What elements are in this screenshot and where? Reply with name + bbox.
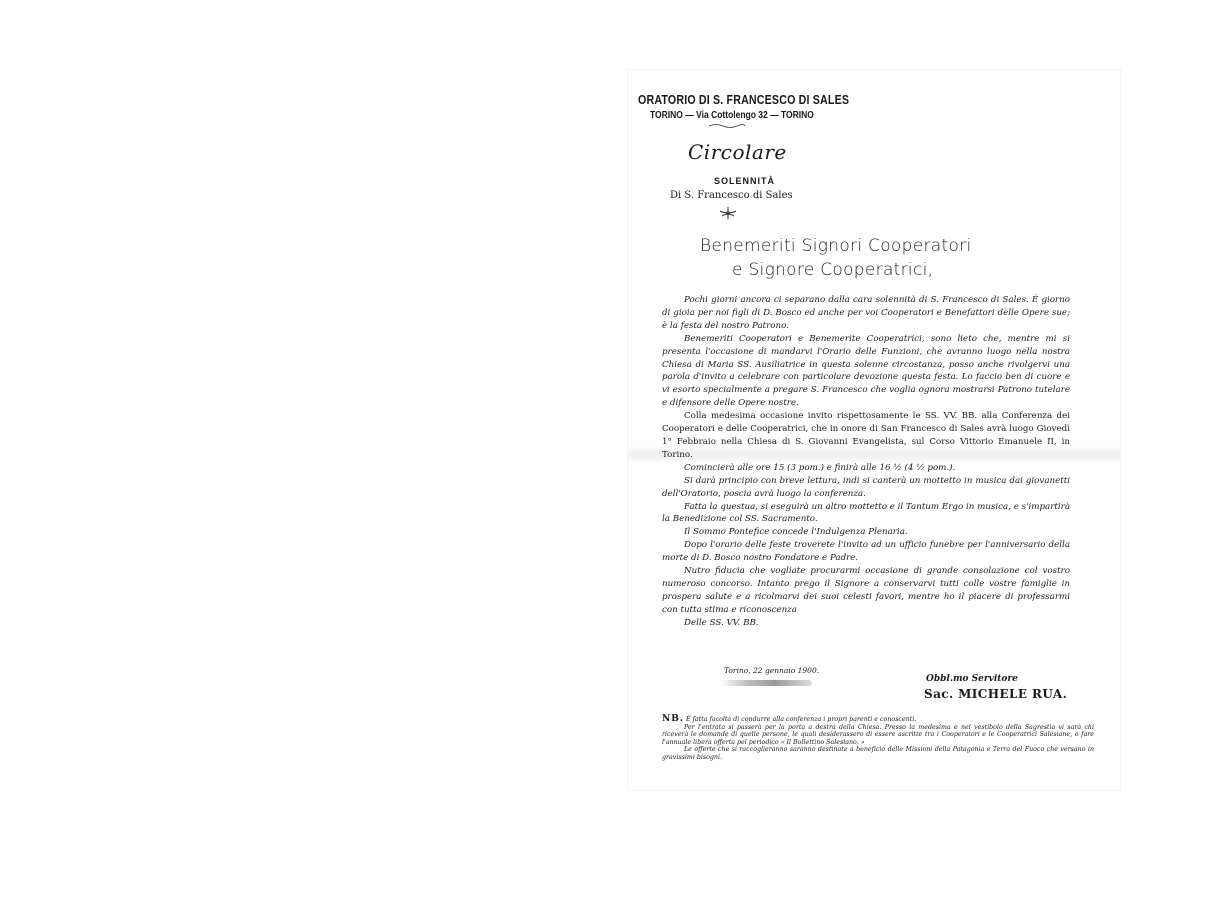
paragraph: Colla medesima occasione invito rispettosamente le SS. VV. BB. alla Conferenza dei Cooperatori e delle Cooperatrici, che in onore di San Francesco di Sales avrà luogo Giovedì 1° Febbraio nella Chiesa di S. Giovanni Evangelista, sul Corso Vittorio Emanuele II, in Torino.	[662, 411, 1070, 460]
institution-heading: ORATORIO DI S. FRANCESCO DI SALES	[638, 92, 850, 107]
paragraph: Si darà principio con breve lettura, indi si canterà un mottetto in musica dai giovanetti dell'Oratorio, poscia avrà luogo la conferenza.	[662, 475, 1070, 499]
salutation-line-1: Benemeriti Signori Cooperatori	[700, 236, 972, 256]
ink-smudge	[720, 680, 812, 686]
paragraph: Nutro fiducia che vogliate procurarmi occasione di grande consolazione col vostro numeroso concorso. Intanto prego il Signore a conservarvi tutti colle vostre famiglie in prospera salute e a ricolmarvi dei suoi celesti favori, mentre ho il piacere di professarmi con tutta stima e riconoscenza	[662, 566, 1070, 615]
paragraph: Fatta la questua, si eseguirà un altro mottetto e il Tantum Ergo in musica, e s'impartirà la Benedizione col SS. Sacramento.	[662, 501, 1070, 525]
occasion-subject: Di S. Francesco di Sales	[670, 190, 793, 201]
divider-ornament-icon	[708, 123, 746, 129]
nb-line: Per l'entrata si passerà per la porta a destra della Chiesa. Presso la medesima e nel vestibolo della Sagrestia vi sarà chi riceverà le domande di quelle persone, le quali desiderassero di essere ascritte tra i Cooperatori e le Cooperatrici Salesiane, o fare l'annuale libera offerta pel periodico « Il Bollettino Salesiano. »	[662, 723, 1094, 746]
nb-label: NB.	[662, 714, 684, 724]
letter-body	[662, 294, 1070, 630]
nb-line: Le offerte che si raccoglieranno saranno destinate a beneficio delle Missioni della Patagonia e Terra del Fuoco che versano in gravissimi bisogni.	[662, 746, 1094, 761]
paragraph: Dopo l'orario delle feste troverete l'invito ad un ufficio funebre per l'anniversario della morte di D. Bosco nostro Fondatore e Padre.	[662, 540, 1070, 564]
fleuron-ornament-icon	[714, 206, 742, 220]
paragraph: Il Sommo Pontefice concede l'Indulgenza Plenaria.	[684, 527, 908, 538]
paragraph: Benemeriti Cooperatori e Benemerite Cooperatrici, sono lieto che, mentre mi si presenta l'occasione di mandarvi l'Orario delle Funzioni, che avranno luogo nella nostra Chiesa di Maria SS. Ausiliatrice in questa solenne circostanza, posso anche rivolgervi una parola d'invito a celebrare con particolare devozione questa festa. Lo faccio ben di cuore e vi esorto specialmente a pregare S. Francesco che voglia ognora mostrarsi Patrono tutelare e difensore delle Opere nostre.	[662, 333, 1070, 409]
paragraph: Delle SS. VV. BB.	[684, 617, 759, 628]
nb-line: È fatta facoltà di condurre alla conferenza i propri parenti e conoscenti.	[685, 716, 917, 723]
paragraph: Comincierà alle ore 15 (3 pom.) e finirà alle 16 ½ (4 ½ pom.).	[684, 462, 956, 473]
document-page	[628, 70, 1120, 790]
place-date: Torino, 22 gennaio 1900.	[724, 666, 820, 675]
paragraph: Pochi giorni ancora ci separano dalla cara solennità di S. Francesco di Sales. È giorno di gioia per noi figli di D. Bosco ed anche per voi Cooperatori e Benefattori delle Opere sue; è la festa del nostro Patrono.	[662, 295, 1070, 331]
closing-formula: Obbl.mo Servitore	[926, 674, 1018, 684]
address-line: TORINO — Via Cottolengo 32 — TORINO	[650, 110, 814, 121]
occasion-label: SOLENNITÀ	[714, 176, 776, 186]
salutation-line-2: e Signore Cooperatrici,	[732, 260, 934, 280]
signature: Sac. MICHELE RUA.	[924, 687, 1068, 701]
nota-bene	[662, 716, 1094, 762]
document-title: Circolare	[688, 140, 787, 164]
